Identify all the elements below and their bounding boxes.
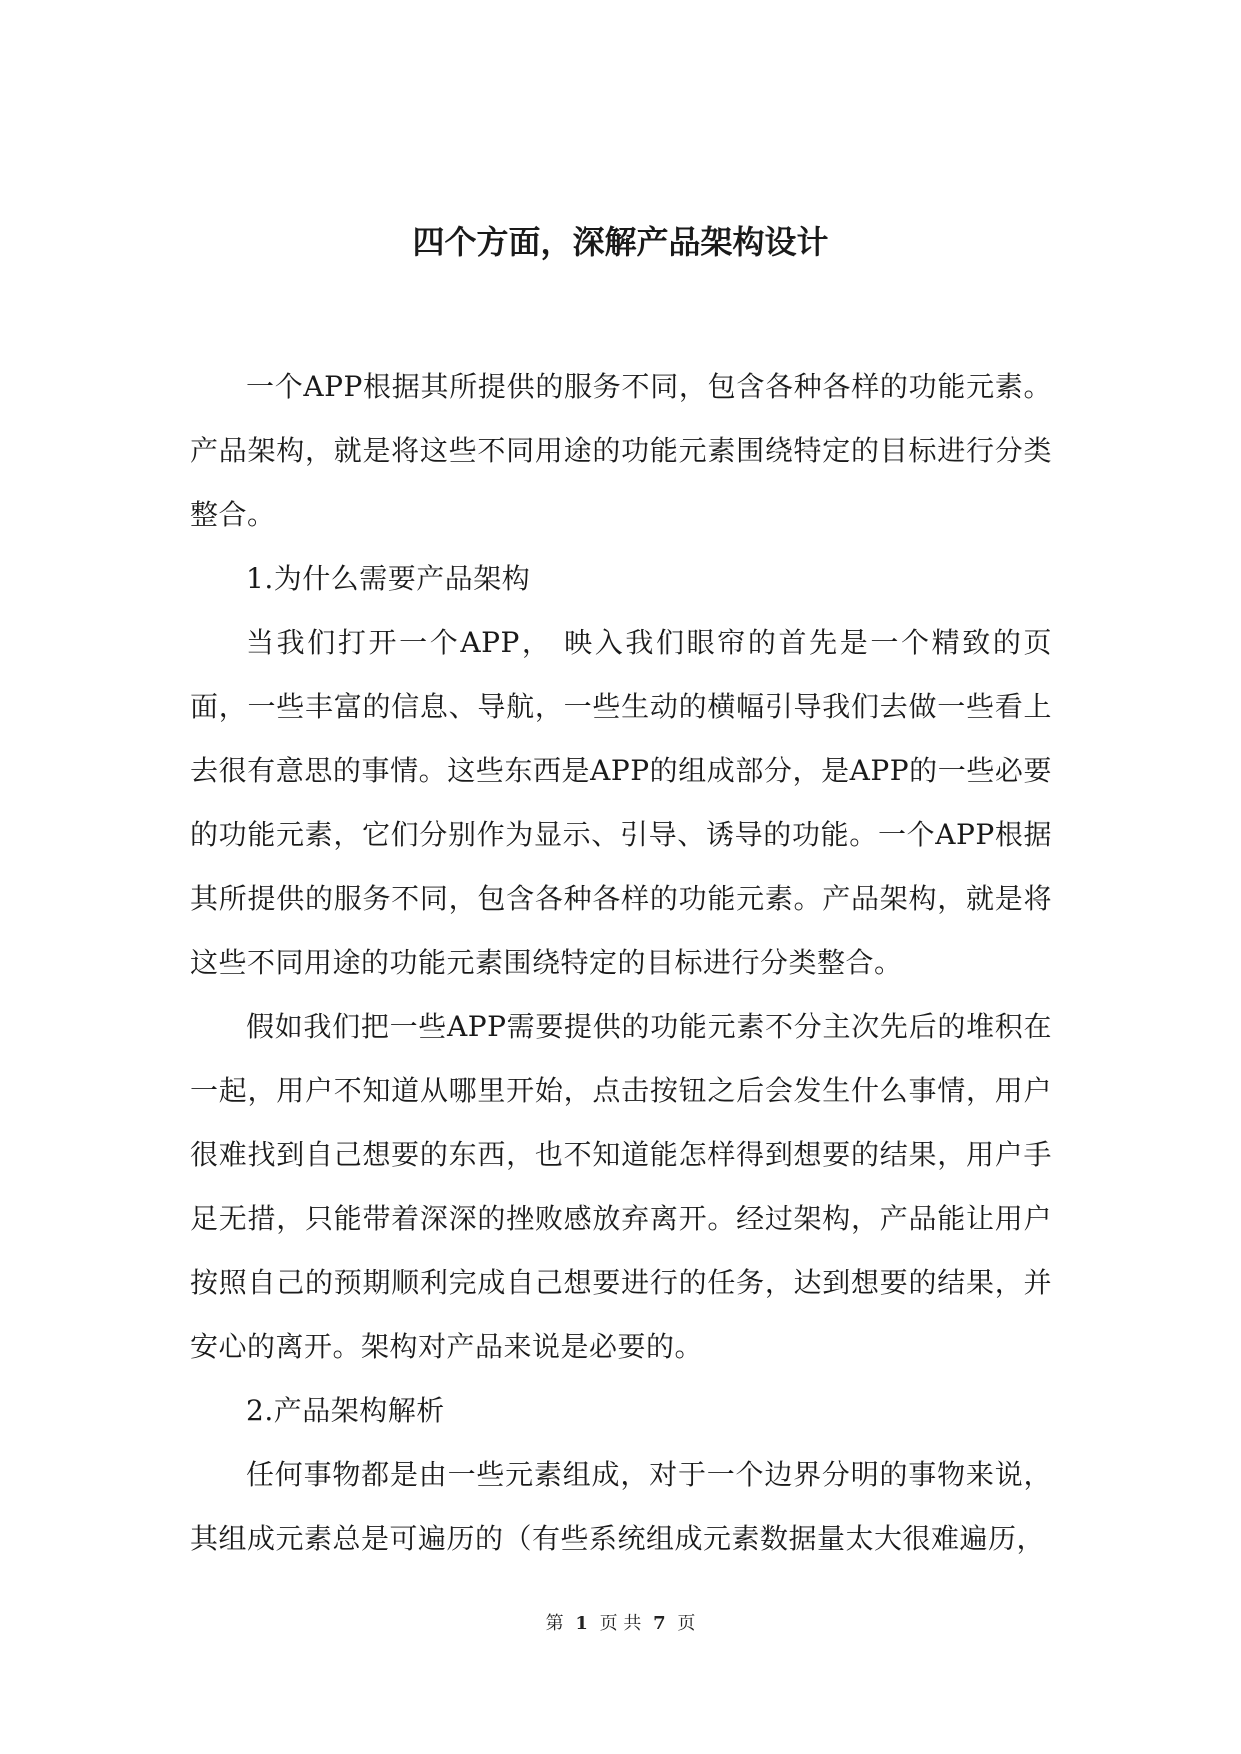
document-body <box>190 355 1052 1571</box>
page-footer <box>0 1612 1241 1636</box>
paragraph-opening-app: 当我们打开一个APP， 映入我们眼帘的首先是一个精致的页面，一些丰富的信息、导航，一些生动的横幅引导我们去做一些看上去很有意思的事情。这些东西是APP的组成部分，是APP的一些必要的功能元素，它们分别作为显示、引导、诱导的功能。一个APP根据其所提供的服务不同，包含各种各样的功能元素。产品架构，就是将这些不同用途的功能元素围绕特定的目标进行分类整合。 <box>190 626 1052 979</box>
footer-suffix: 页 <box>677 1613 696 1634</box>
footer-prefix: 第 <box>545 1613 564 1634</box>
section-heading-why-architecture: 1.为什么需要产品架构 <box>246 562 531 595</box>
footer-total-pages: 7 <box>653 1613 666 1634</box>
paragraph-elements: 任何事物都是由一些元素组成，对于一个边界分明的事物来说，其组成元素总是可遍历的（有些系统组成元素数据量太大很难遍历， <box>190 1458 1052 1555</box>
paragraph-without-architecture: 假如我们把一些APP需要提供的功能元素不分主次先后的堆积在一起，用户不知道从哪里开始，点击按钮之后会发生什么事情，用户很难找到自己想要的东西，也不知道能怎样得到想要的结果，用户手足无措，只能带着深深的挫败感放弃离开。经过架构，产品能让用户按照自己的预期顺利完成自己想要进行的任务，达到想要的结果，并安心的离开。架构对产品来说是必要的。 <box>190 1010 1052 1363</box>
document-title: 四个方面，深解产品架构设计 <box>412 223 829 261</box>
footer-current-page: 1 <box>575 1613 588 1634</box>
paragraph-intro: 一个APP根据其所提供的服务不同，包含各种各样的功能元素。产品架构，就是将这些不同用途的功能元素围绕特定的目标进行分类整合。 <box>190 370 1052 531</box>
footer-middle: 页 共 <box>599 1613 642 1634</box>
section-heading-architecture-analysis: 2.产品架构解析 <box>246 1394 445 1427</box>
